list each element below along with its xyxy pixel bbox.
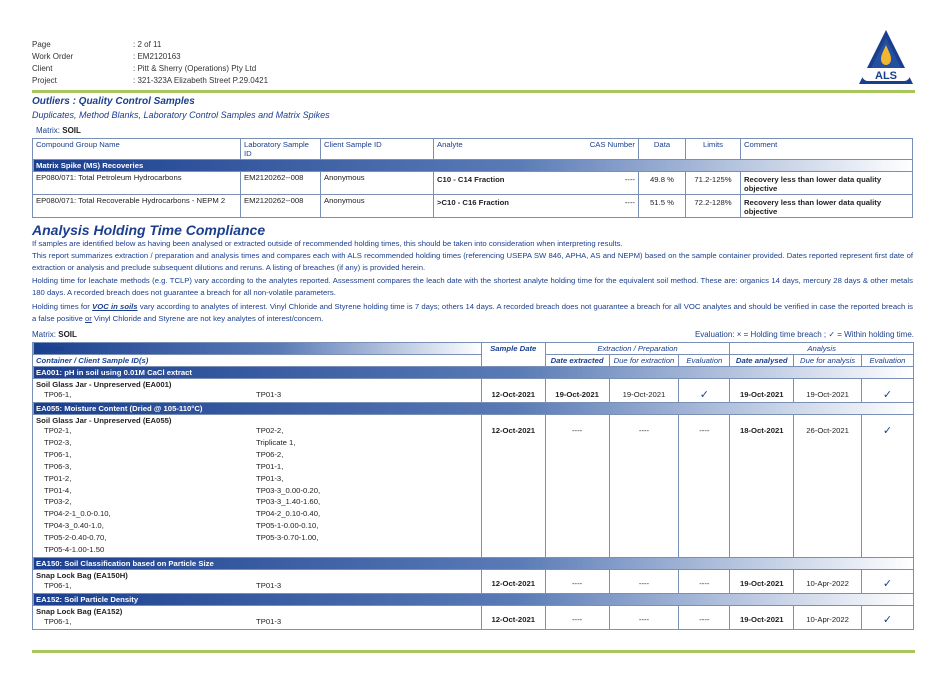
evaluation-extraction-cell: ---- <box>679 605 730 629</box>
sample-id: TP05-2-0.40-0.70, <box>44 533 107 543</box>
p4-part-b: vary according to analytes of interest. Vinyl Chloride and Styrene holding time is 7 days; others 14 days. A recorded breach does not guarantee a breach for all VOC analytes and should be verified in case the reported breach is a false positive <box>32 302 914 323</box>
header-label-page: Page <box>32 40 51 49</box>
sample-list <box>36 580 478 592</box>
col-cas-number: CAS Number <box>586 139 639 160</box>
method-ea055: EA055: Moisture Content (Dried @ 105-110°C) <box>33 403 914 415</box>
col-compound-group: Compound Group Name <box>33 139 241 160</box>
sample-id: TP05-1-0.00-0.10, <box>256 521 319 531</box>
container-name: Soil Glass Jar - Unpreserved (EA055) <box>36 416 172 425</box>
sample-list <box>36 389 478 401</box>
sample-list <box>36 616 478 628</box>
col-due-analysis: Due for analysis <box>794 355 862 367</box>
logo-text: ALS <box>875 70 897 82</box>
bottom-rule <box>32 650 915 653</box>
date-analysed-cell: 19-Oct-2021 <box>730 605 794 629</box>
date-analysed-cell: 19-Oct-2021 <box>730 379 794 403</box>
matrix-value: SOIL <box>62 126 81 135</box>
sample-id: TP04-2_0.10-0.40, <box>256 509 321 519</box>
group-ms-recoveries: Matrix Spike (MS) Recoveries <box>33 160 913 172</box>
table-row <box>33 415 914 558</box>
cas-cell: ---- <box>586 172 639 195</box>
header-label-project: Project <box>32 76 57 85</box>
header-value-page: : 2 of 11 <box>133 40 162 49</box>
data-cell: 49.8 % <box>639 172 686 195</box>
sample-id: TP06-1, <box>44 449 72 459</box>
due-analysis-cell: 10-Apr-2022 <box>794 605 862 629</box>
sample-date-cell: 12-Oct-2021 <box>481 569 545 593</box>
holding-paragraph-3: Holding time for leachate methods (e.g. TCLP) vary according to the analytes reported. Assessment compares the leach date with the shortest analyte holding time for the equivalent soil method. These are: organics 14 days, mercury 28 days & other metals 180 days. A recorded breach does not guarantee a breach for all non-volatile parameters. <box>32 276 913 297</box>
client-id-cell: Anonymous <box>321 172 434 195</box>
evaluation-legend: Evaluation: × = Holding time breach ; ✓ = Within holding time. <box>694 330 914 339</box>
sample-id: TP01-1, <box>256 461 284 471</box>
sample-id: TP06-2, <box>256 449 284 459</box>
method-band-row <box>33 557 914 569</box>
col-analyte: Analyte <box>434 139 587 160</box>
sample-id: TP02-2, <box>256 426 284 435</box>
analyte-cell: >C10 - C16 Fraction <box>434 195 587 218</box>
col-data: Data <box>639 139 686 160</box>
sample-list <box>36 425 478 556</box>
outliers-title: Outliers : Quality Control Samples <box>32 96 195 107</box>
table-row <box>33 569 914 593</box>
table-row <box>33 172 913 195</box>
due-extraction-cell: ---- <box>609 415 679 558</box>
check-icon: ✓ <box>861 379 913 403</box>
header-value-work-order: : EM2120163 <box>133 52 181 61</box>
container-cell <box>33 379 482 403</box>
sample-id: Triplicate 1, <box>256 437 296 447</box>
col-client-sample-id: Client Sample ID <box>321 139 434 160</box>
col-lab-sample-id: Laboratory Sample ID <box>241 139 321 160</box>
sample-id: TP01-3 <box>256 580 282 590</box>
container-cell <box>33 569 482 593</box>
table-row <box>33 605 914 629</box>
sample-id: TP03-2, <box>44 497 72 507</box>
cas-cell: ---- <box>586 195 639 218</box>
sample-id: TP02-3, <box>44 437 72 447</box>
col-limits: Limits <box>686 139 741 160</box>
header-label-work-order: Work Order <box>32 52 74 61</box>
holding-paragraph-4 <box>32 301 913 325</box>
outliers-header-row <box>33 139 913 160</box>
check-icon: ✓ <box>679 379 730 403</box>
container-name: Soil Glass Jar - Unpreserved (EA001) <box>36 380 172 389</box>
method-band-row <box>33 403 914 415</box>
sample-id: TP03-3_1.40-1.60, <box>256 497 321 507</box>
als-logo <box>856 28 916 88</box>
due-extraction-cell: ---- <box>609 569 679 593</box>
lab-id-cell: EM2120262--008 <box>241 172 321 195</box>
matrix-label: Matrix: <box>32 330 56 339</box>
col-analysis-group: Analysis <box>730 343 914 355</box>
due-analysis-cell: 26-Oct-2021 <box>794 415 862 558</box>
limits-cell: 72.2-128% <box>686 195 741 218</box>
holding-paragraph-2: This report summarizes extraction / preparation and analysis times and compares each with ALS recommended holding times (referencing USEPA SW 846, APHA, AS and NEPM) based on the sample container provided. Dates reported represent first date of extraction or analysis and preclude subsequent dilutions and reruns. A listing of breaches (if any) is provided herein. <box>32 251 913 272</box>
header-value-project: : 321-323A Elizabeth Street P.29.0421 <box>133 76 269 85</box>
holding-header-row-1 <box>33 343 914 355</box>
outliers-table <box>32 138 913 218</box>
check-icon: ✓ <box>861 569 913 593</box>
col-sample-date: Sample Date <box>481 343 545 367</box>
client-id-cell: Anonymous <box>321 195 434 218</box>
top-rule <box>32 90 915 93</box>
col-evaluation-analysis: Evaluation <box>861 355 913 367</box>
comment-cell: Recovery less than lower data quality objective <box>741 195 913 218</box>
sample-id: TP01-3 <box>256 616 282 626</box>
sample-id: TP01-4, <box>44 485 72 495</box>
container-cell <box>33 415 482 558</box>
date-extracted-cell: 19-Oct-2021 <box>545 379 609 403</box>
due-analysis-cell: 19-Oct-2021 <box>794 379 862 403</box>
evaluation-extraction-cell: ---- <box>679 415 730 558</box>
due-extraction-cell: ---- <box>609 605 679 629</box>
holding-header-row-2 <box>33 355 914 367</box>
holding-matrix <box>32 330 77 339</box>
method-ea152: EA152: Soil Particle Density <box>33 593 914 605</box>
date-extracted-cell: ---- <box>545 605 609 629</box>
outliers-subtitle: Duplicates, Method Blanks, Laboratory Control Samples and Matrix Spikes <box>32 110 330 120</box>
voc-in-soils-link[interactable]: VOC in soils <box>92 302 138 311</box>
outliers-matrix <box>36 126 81 135</box>
container-name: Snap Lock Bag (EA152) <box>36 606 123 616</box>
sample-id: TP05-3-0.70-1.00, <box>256 533 319 543</box>
method-band-row <box>33 367 914 379</box>
check-icon: ✓ <box>861 605 913 629</box>
sample-id: TP06-3, <box>44 461 72 471</box>
date-extracted-cell: ---- <box>545 569 609 593</box>
sample-id: TP01-2, <box>44 473 72 483</box>
sample-date-cell: 12-Oct-2021 <box>481 605 545 629</box>
lab-id-cell: EM2120262--008 <box>241 195 321 218</box>
col-comment: Comment <box>741 139 913 160</box>
sample-id: TP02-1, <box>44 426 72 435</box>
sample-id: TP01-3, <box>256 473 284 483</box>
col-container: Container / Client Sample ID(s) <box>33 355 482 367</box>
sample-date-cell: 12-Oct-2021 <box>481 415 545 558</box>
col-date-extracted: Date extracted <box>545 355 609 367</box>
sample-id: TP06-1, <box>44 580 72 590</box>
p4-part-a: Holding times for <box>32 302 90 311</box>
header-value-client: : Pitt & Sherry (Operations) Pty Ltd <box>133 64 257 73</box>
outliers-group-row <box>33 160 913 172</box>
check-icon: ✓ <box>861 415 913 558</box>
method-band-row <box>33 593 914 605</box>
limits-cell: 71.2-125% <box>686 172 741 195</box>
col-date-analysed: Date analysed <box>730 355 794 367</box>
header-label-client: Client <box>32 64 53 73</box>
comment-cell: Recovery less than lower data quality objective <box>741 172 913 195</box>
p4-part-c: Vinyl Chloride and Styrene are not key analytes of interest/concern. <box>93 314 324 323</box>
holding-table <box>32 342 914 630</box>
col-method: Method <box>33 343 482 355</box>
data-cell: 51.5 % <box>639 195 686 218</box>
table-row <box>33 195 913 218</box>
container-cell <box>33 605 482 629</box>
sample-id: TP06-1, <box>44 616 72 626</box>
col-evaluation-extraction: Evaluation <box>679 355 730 367</box>
p4-or: or <box>85 314 92 323</box>
holding-paragraph-1: If samples are identified below as having been analysed or extracted outside of recommended holding times, this should be taken into consideration when interpreting results. <box>32 239 623 248</box>
due-analysis-cell: 10-Apr-2022 <box>794 569 862 593</box>
sample-date-cell: 12-Oct-2021 <box>481 379 545 403</box>
date-analysed-cell: 19-Oct-2021 <box>730 569 794 593</box>
sample-id: TP01-3 <box>256 390 282 399</box>
sample-id: TP04-2-1_0.0-0.10, <box>44 509 111 519</box>
evaluation-extraction-cell: ---- <box>679 569 730 593</box>
sample-id: TP05-4-1.00-1.50 <box>44 545 105 555</box>
col-due-extraction: Due for extraction <box>609 355 679 367</box>
matrix-label: Matrix: <box>36 126 60 135</box>
col-extraction-group: Extraction / Preparation <box>545 343 730 355</box>
sample-id: TP06-1, <box>44 390 72 399</box>
compound-cell: EP080/071: Total Recoverable Hydrocarbons - NEPM 2 <box>33 195 241 218</box>
matrix-value: SOIL <box>58 330 77 339</box>
date-extracted-cell: ---- <box>545 415 609 558</box>
analyte-cell: C10 - C14 Fraction <box>434 172 587 195</box>
table-row <box>33 379 914 403</box>
holding-title: Analysis Holding Time Compliance <box>32 222 266 238</box>
due-extraction-cell: 19-Oct-2021 <box>609 379 679 403</box>
method-ea001: EA001: pH in soil using 0.01M CaCl extract <box>33 367 914 379</box>
sample-id: TP03-3_0.00-0.20, <box>256 485 321 495</box>
method-ea150: EA150: Soil Classification based on Particle Size <box>33 557 914 569</box>
sample-id: TP04-3_0.40-1.0, <box>44 521 104 531</box>
compound-cell: EP080/071: Total Petroleum Hydrocarbons <box>33 172 241 195</box>
date-analysed-cell: 18-Oct-2021 <box>730 415 794 558</box>
container-name: Snap Lock Bag (EA150H) <box>36 570 128 580</box>
